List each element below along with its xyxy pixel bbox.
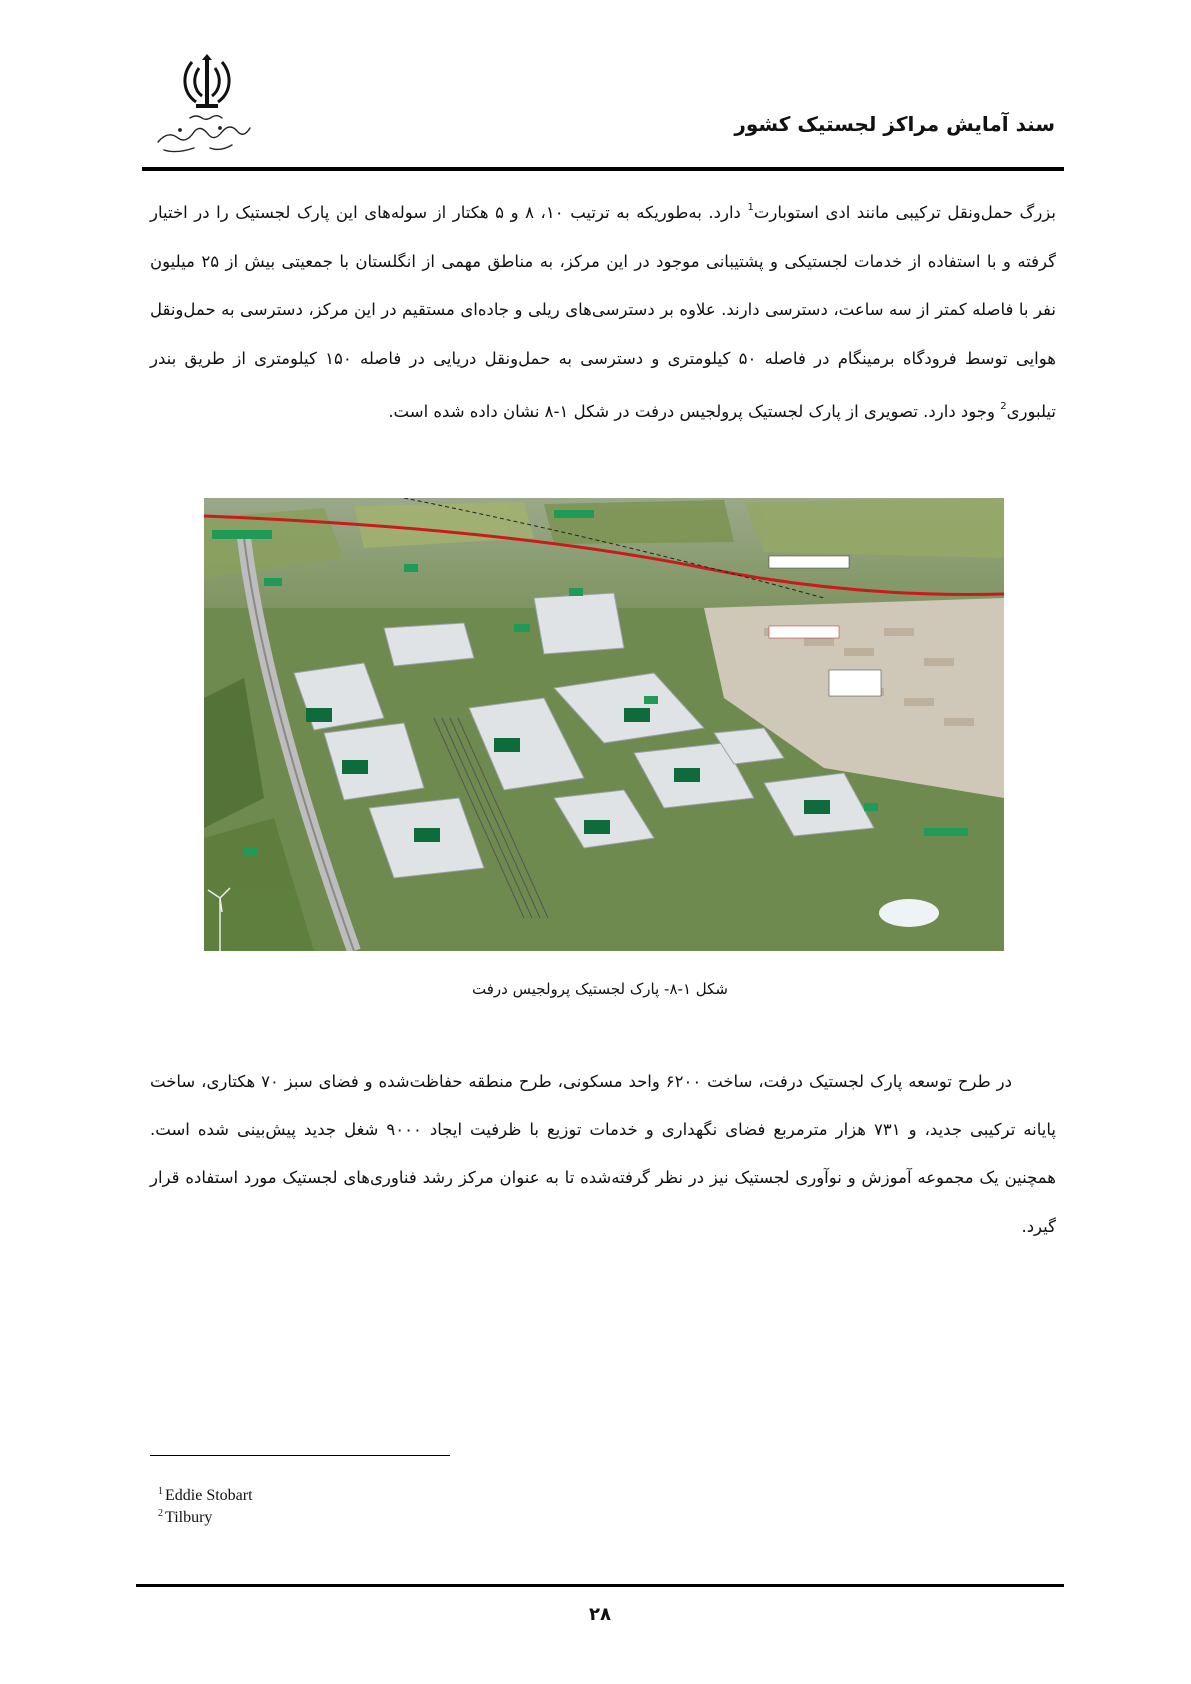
body-paragraph-2: در طرح توسعه پارک لجستیک درفت، ساخت ۶۲۰۰ واحد مسکونی، طرح منطقه حفاظت‌شده و فضای سبز ۷۰ هکتاری، ساخت پایانه ترکیبی جدید، و ۷۳۱ هزار مترمربع فضای نگهداری و خدمات توزیع با ظرفیت ایجاد ۹۰۰۰ شغل جدید پیش‌بینی شده است. همچنین یک مجموعه آموزش و نوآوری لجستیک نیز در نظر گرفته‌شده تا به عنوان مرکز رشد فناوری‌های لجستیک مورد استفاده قرار گیرد. (150, 1072, 1056, 1236)
iran-emblem-logo (176, 52, 238, 112)
footnote-2-text: Tilbury (165, 1509, 213, 1526)
footnote-2 (158, 1508, 212, 1527)
figure-caption: شکل ۱-۸- پارک لجستیک پرولجیس درفت (472, 980, 728, 998)
footnote-divider (150, 1455, 450, 1456)
paragraph-1-text-b: دارد. به‌طوریکه به ترتیب ۱۰، ۸ و ۵ هکتار از سوله‌های این پارک لجستیک را در اختیار گرفته و با استفاده از خدمات لجستیکی و پشتیبانی موجود در این مرکز، به مناطق مهمی از انگلستان با جمعیتی بیش از ۲۵ میلیون نفر با فاصله کمتر از سه ساعت، دسترسی دارند. علاوه بر دسترسی‌های ریلی و جاده‌ای مستقیم در این مرکز، دسترسی به حمل‌ونقل هوایی توسط فرودگاه برمینگام در فاصله ۵۰ کیلومتری و دسترسی به حمل‌ونقل دریایی در فاصله ۱۵۰ کیلومتری از طریق بندر تیلبوری (150, 203, 1056, 422)
aerial-photo-logistics-park (204, 498, 1004, 951)
footnote-ref-1: 1 (747, 202, 754, 213)
header-divider (142, 167, 1064, 171)
footnote-1-text: Eddie Stobart (165, 1487, 253, 1504)
footnote-2-number: 2 (158, 1508, 163, 1519)
document-title: سند آمایش مراکز لجستیک کشور (734, 112, 1055, 136)
footer-divider (136, 1584, 1064, 1587)
footnote-1-number: 1 (158, 1486, 163, 1497)
body-paragraph-1 (150, 184, 1056, 437)
page-number: ۲۸ (589, 1604, 611, 1625)
footnote-1 (158, 1486, 253, 1505)
footnote-ref-2: 2 (1000, 401, 1007, 413)
organization-logo-lettering (150, 112, 260, 156)
paragraph-1-text-c: وجود دارد. تصویری از پارک لجستیک پرولجیس درفت در شکل ۱-۸ نشان داده شده است. (388, 402, 1001, 422)
paragraph-1-text-a: بزرگ حمل‌ونقل ترکیبی مانند ادی استوبارت (753, 203, 1056, 222)
